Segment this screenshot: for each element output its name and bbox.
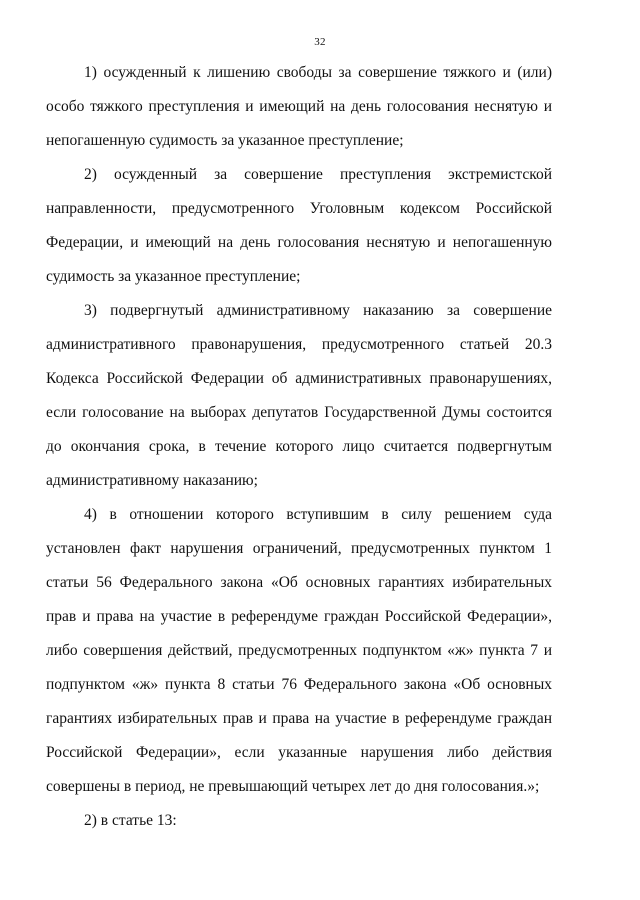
document-body — [46, 56, 552, 838]
paragraph-item-1: 1) осужденный к лишению свободы за совершение тяжкого и (или) особо тяжкого преступления и имеющий на день голосования неснятую и непогашенную судимость за указанное преступление; — [46, 64, 552, 149]
paragraph-article-13: 2) в статье 13: — [84, 812, 177, 829]
paragraph-item-4: 4) в отношении которого вступившим в силу решением суда установлен факт нарушения ограничений, предусмотренных пунктом 1 статьи 56 Федерального закона «Об основных гарантиях избирательных прав и права на участие в референдуме граждан Российской Федерации», либо совершения действий, предусмотренных подпунктом «ж» пункта 7 и подпунктом «ж» пункта 8 статьи 76 Федерального закона «Об основных гарантиях избирательных прав и права на участие в референдуме граждан Российской Федерации», если указанные нарушения либо действия совершены в период, не превышающий четырех лет до дня голосования.»; — [46, 506, 552, 795]
paragraph-item-2: 2) осужденный за совершение преступления экстремистской направленности, предусмотренного Уголовным кодексом Российской Федерации, и имеющий на день голосования неснятую и непогашенную судимость за указанное преступление; — [46, 166, 552, 285]
paragraph-item-3: 3) подвергнутый административному наказанию за совершение административного правонарушения, предусмотренного статьей 20.3 Кодекса Российской Федерации об административных правонарушениях, если голосование на выборах депутатов Государственной Думы состоится до окончания срока, в течение которого лицо считается подвергнутым административному наказанию; — [46, 302, 552, 489]
page-number: 32 — [314, 36, 326, 48]
